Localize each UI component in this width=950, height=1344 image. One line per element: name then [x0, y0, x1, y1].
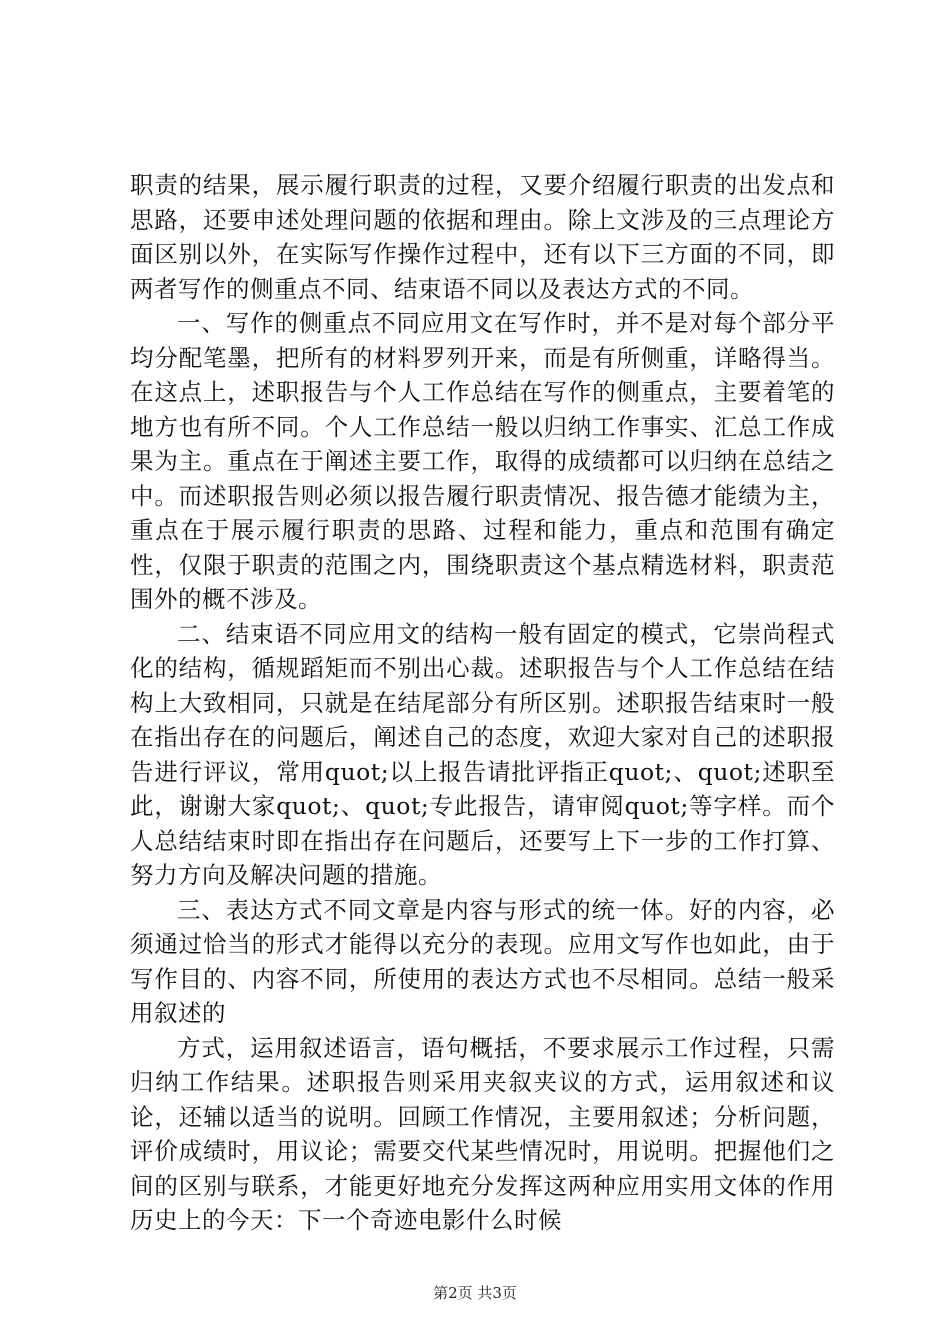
- paragraph-point-two: 二、结束语不同应用文的结构一般有固定的模式，它崇尚程式化的结构，循规蹈矩而不别出心裁。述职报告与个人工作总结在结构上大致相同，只就是在结尾部分有所区别。述职报告结束时一般在指出存在的问题后，阐述自己的态度，欢迎大家对自己的述职报告进行评议，常用quot;以上报告请批评指正quot;、quot;述职至此，谢谢大家quot;、quot;专此报告，请审阅quot;等字样。而个人总结结束时即在指出存在问题后，还要写上下一步的工作打算、努力方向及解决问题的措施。: [130, 619, 835, 889]
- paragraph-intro: 职责的结果，展示履行职责的过程，又要介绍履行职责的出发点和思路，还要申述处理问题的依据和理由。除上文涉及的三点理论方面区别以外，在实际写作操作过程中，还有以下三方面的不同，即两者写作的侧重点不同、结束语不同以及表达方式的不同。: [130, 171, 835, 303]
- paragraph-point-one: 一、写作的侧重点不同应用文在写作时，并不是对每个部分平均分配笔墨，把所有的材料罗列开来，而是有所侧重，详略得当。在这点上，述职报告与个人工作总结在写作的侧重点，主要着笔的地方也有所不同。个人工作总结一般以归纳工作事实、汇总工作成果为主。重点在于阐述主要工作，取得的成绩都可以归纳在总结之中。而述职报告则必须以报告履行职责情况、报告德才能绩为主，重点在于展示履行职责的思路、过程和能力，重点和范围有确定性，仅限于职责的范围之内，围绕职责这个基点精选材料，职责范围外的概不涉及。: [130, 309, 835, 613]
- paragraph-point-three: 三、表达方式不同文章是内容与形式的统一体。好的内容，必须通过恰当的形式才能得以充分的表现。应用文写作也如此，由于写作目的、内容不同，所使用的表达方式也不尽相同。总结一般采用叙述的: [130, 895, 835, 1027]
- page-number-footer: 第2页 共3页: [433, 1284, 517, 1302]
- document-body: [130, 168, 835, 1238]
- paragraph-continuation: 方式，运用叙述语言，语句概括，不要求展示工作过程，只需归纳工作结果。述职报告则采用夹叙夹议的方式，运用叙述和议论，还辅以适当的说明。回顾工作情况，主要用叙述；分析问题，评价成绩时，用议论；需要交代某些情况时，用说明。把握他们之间的区别与联系，才能更好地充分发挥这两种应用实用文体的作用历史上的今天：下一个奇迹电影什么时候: [130, 1033, 835, 1234]
